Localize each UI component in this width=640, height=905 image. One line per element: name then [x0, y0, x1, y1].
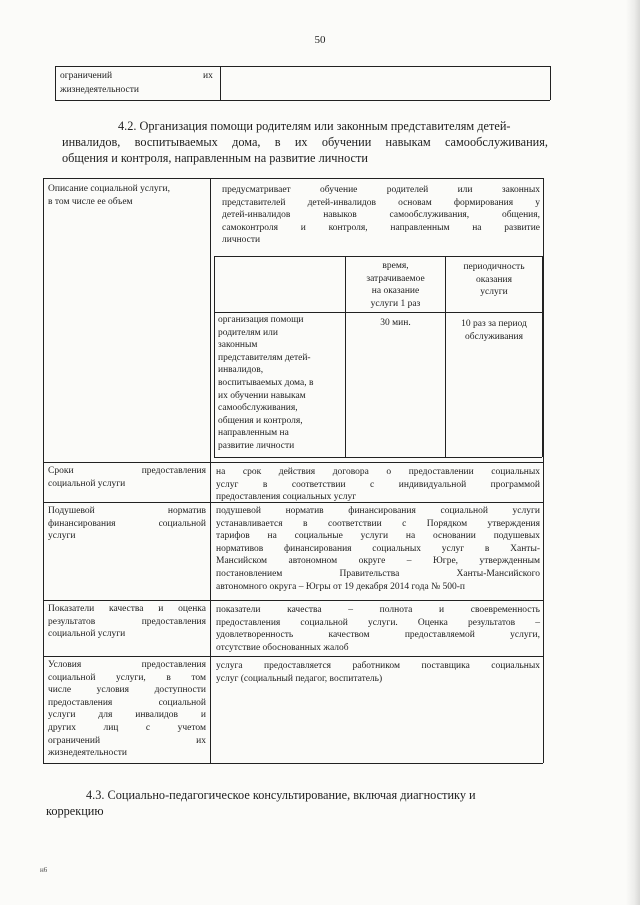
- footer-mark: н6: [40, 866, 48, 874]
- row-terms-label: Сроки предоставления социальной услуги: [48, 466, 206, 489]
- fragment-word-1: ограничений: [60, 71, 113, 81]
- nested-row-service-name: организация помощи родителям или законным представителям детей- инвалидов, воспитываемых дома, в их обучении навыкам самообслуживания, общения и контроля, направленным на развитие личности: [218, 315, 314, 451]
- nested-row-frequency: 10 раз за период обслуживания: [461, 319, 527, 342]
- col-header-time: время, затрачиваемое на оказание услуги 1 раз: [366, 261, 425, 309]
- page-edge-shadow: [626, 0, 640, 905]
- row-description-text: предусматривает обучение родителей или законных представителей детей-инвалидов основам формирования у детей-инвалидов навыков самообслуживания, общения, самоконтроля и контроля, направленным на развитие личности: [222, 185, 540, 246]
- row-quality-label: Показатели качества и оценка результатов предоставления социальной услуги: [48, 604, 206, 640]
- row-conditions-label: Условия предоставления социальной услуги, в том числе условия доступности предоставления социальной услуги для инвалидов и других лиц с учетом ограничений их жизнедеятельности: [48, 660, 206, 759]
- row-terms-text: на срок действия договора о предоставлении социальных услуг в соответствии с индивидуальной программой предоставления социальных услуг: [216, 467, 540, 503]
- row-quality-text: показатели качества – полнота и своевременность предоставления социальной услуги. Оценка результатов – удовлетворенность качеством предоставляемой услуги, отсутствие обоснованных жалоб: [216, 605, 540, 653]
- fragment-word-2: их: [203, 71, 213, 81]
- row-funding-text: подушевой норматив финансирования социальной услуги устанавливается в соответствии с Порядком утверждения тарифов на социальные услуги на основании подушевых нормативов финансирования социальных услуг в Ханты- Мансийском автономном округе – Югре, утвержденным постановлением Правительства Ханты-Мансийского автономного округа – Югры от 19 декабря 2014 года № 500-п: [216, 506, 540, 592]
- row-conditions-text: услуга предоставляется работником поставщика социальных услуг (социальный педагог, воспитатель): [216, 661, 540, 684]
- col-header-frequency: периодичность оказания услуги: [463, 262, 525, 298]
- row-funding-label: Подушевой норматив финансирования социальной услуги: [48, 506, 206, 542]
- nested-row-time: 30 мин.: [380, 318, 411, 328]
- page-number: 50: [314, 34, 326, 46]
- fragment-word-3: жизнедеятельности: [60, 85, 139, 95]
- row-description-label: Описание социальной услуги, в том числе ее объем: [48, 184, 170, 207]
